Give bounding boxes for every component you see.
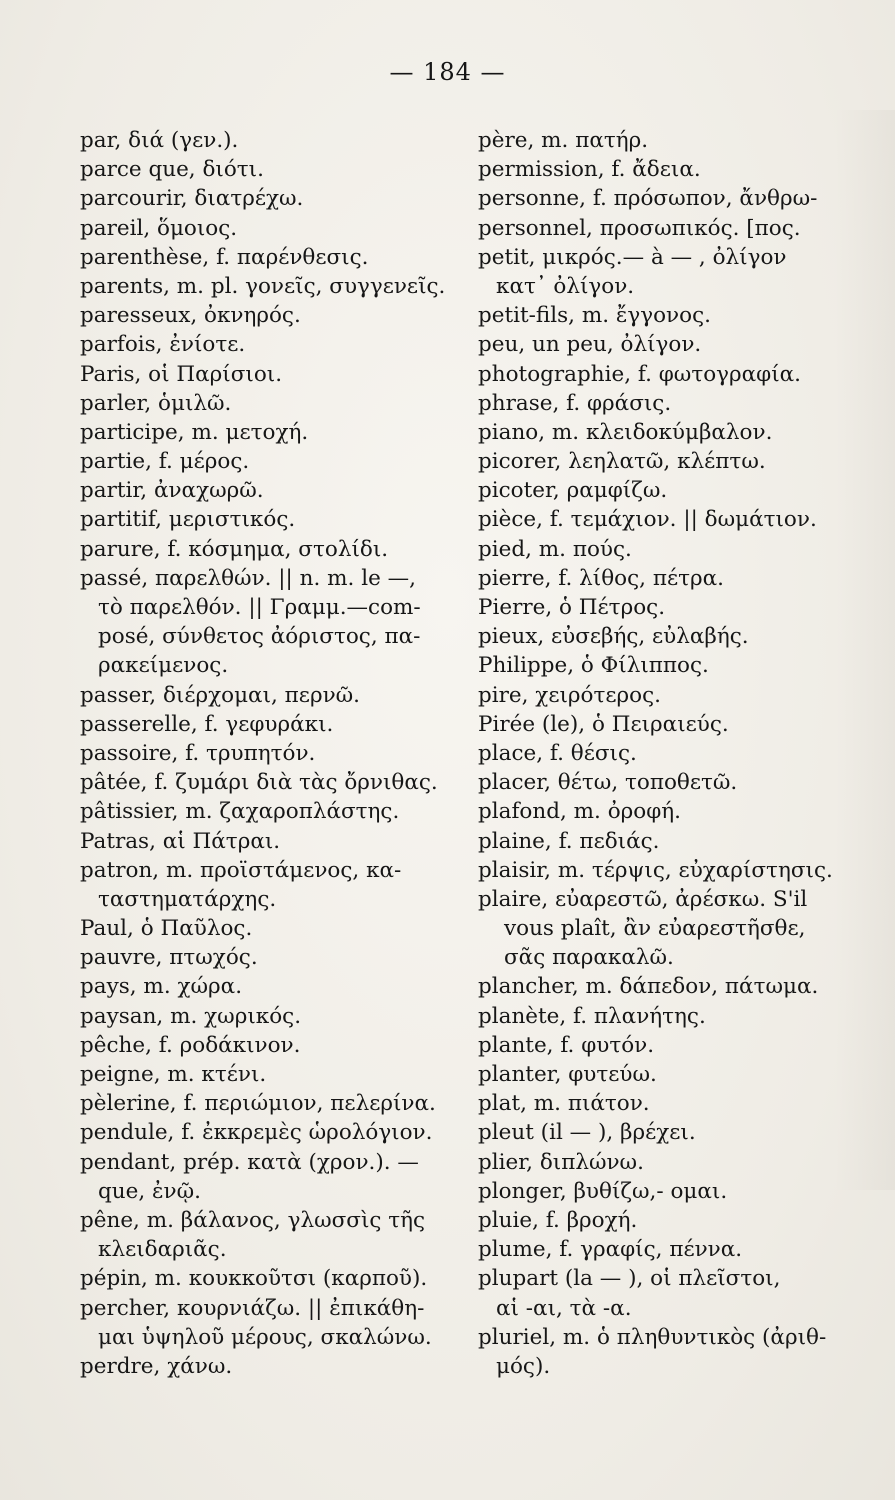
dictionary-entry-line: personne, f. πρόσωπον, ἄνθρω- <box>478 186 818 212</box>
dictionary-entry-line: pire, χειρότερος. <box>478 682 661 708</box>
entry-continuation-line: αἱ -αι, τὰ -α. <box>496 1295 632 1321</box>
dictionary-entry-line: partir, ἀναχωρῶ. <box>80 478 264 504</box>
dictionary-entry-line: parfois, ἐνίοτε. <box>80 332 246 358</box>
dictionary-entry-line: plat, m. πιάτον. <box>478 1091 650 1117</box>
dictionary-entry-line: pluie, f. βροχή. <box>478 1207 638 1233</box>
dictionary-entry-line: pèlerine, f. περιώμιον, πελερίνα. <box>80 1091 436 1117</box>
dictionary-entry-line: photographie, f. φωτογραφία. <box>478 361 802 387</box>
dictionary-entry-line: parents, m. pl. γονεῖς, συγγενεῖς. <box>80 273 446 299</box>
left-column <box>80 126 460 1381</box>
dictionary-entry-line: pied, m. πούς. <box>478 536 632 562</box>
dictionary-entry-line: Philippe, ὁ Φίλιππος. <box>478 653 709 679</box>
dictionary-entry-line: peu, un peu, ὀλίγον. <box>478 332 702 358</box>
dictionary-entry-line: plaisir, m. τέρψις, εὐχαρίστησις. <box>478 857 833 883</box>
dictionary-entry-line: peigne, m. κτένι. <box>80 1062 267 1087</box>
dictionary-entry-line: par, διά (γεν.). <box>80 128 239 153</box>
dictionary-entry-line: plonger, βυθίζω,- ομαι. <box>478 1178 728 1204</box>
dictionary-entry-line: perdre, χάνω. <box>80 1353 233 1379</box>
dictionary-entry-line: père, m. πατήρ. <box>478 128 649 153</box>
entry-continuation-line: ρακείμενος. <box>98 653 229 679</box>
dictionary-entry-line: Pirée (le), ὁ Πειραιεύς. <box>478 711 729 737</box>
dictionary-entry-line: pépin, m. κουκκοῦτσι (καρποῦ). <box>80 1266 428 1292</box>
dictionary-entry-line: partitif, μεριστικός. <box>80 507 296 533</box>
dictionary-entry-line: phrase, f. φράσις. <box>478 390 672 416</box>
dictionary-entry-line: Paul, ὁ Παῦλος. <box>80 916 253 942</box>
dictionary-entry-line: plancher, m. δάπεδον, πάτωμα. <box>478 974 819 1000</box>
entry-continuation-line: que, ἐνῷ. <box>98 1178 201 1204</box>
dictionary-entry-line: petit, μικρός.— à — , ὀλίγον <box>478 244 787 270</box>
dictionary-entry-line: Paris, οἱ Παρίσιοι. <box>80 361 283 387</box>
dictionary-entry-line: pluriel, m. ὁ πληθυντικὸς (ἀριθ- <box>478 1324 827 1350</box>
dictionary-entry-line: passer, διέρχομαι, περνῶ. <box>80 682 361 708</box>
dictionary-entry-line: Pierre, ὁ Πέτρος. <box>478 595 666 620</box>
dictionary-entry-line: paresseux, ὀκνηρός. <box>80 303 301 329</box>
dictionary-entry-line: paysan, m. χωρικός. <box>80 1003 302 1029</box>
dictionary-entry-line: pêne, m. βάλανος, γλωσσὶς τῆς <box>80 1207 426 1233</box>
dictionary-entry-line: petit-fils, m. ἔγγονος. <box>478 303 711 329</box>
page-number: — 184 — <box>389 58 506 86</box>
dictionary-entry-line: permission, f. ἄδεια. <box>478 157 701 183</box>
dictionary-entry-line: pâtée, f. ζυμάρι διὰ τὰς ὄρνιθας. <box>80 770 438 796</box>
dictionary-entry-line: parenthèse, f. παρένθεσις. <box>80 244 369 270</box>
dictionary-entry-line: parcourir, διατρέχω. <box>80 186 304 212</box>
dictionary-entry-line: passoire, f. τρυπητόν. <box>80 740 316 766</box>
dictionary-entry-line: planète, f. πλανήτης. <box>478 1003 706 1029</box>
dictionary-entry-line: pareil, ὅμοιος. <box>80 215 238 241</box>
dictionary-entry-line: plupart (la — ), οἱ πλεῖστοι, <box>478 1266 781 1292</box>
dictionary-entry-line: personnel, προσωπικός. [πος. <box>478 215 801 241</box>
dictionary-entry-line: plaire, εὐαρεστῶ, ἀρέσκω. S'il <box>478 886 808 912</box>
dictionary-entry-line: pendule, f. ἐκκρεμὲς ὡρολόγιον. <box>80 1120 433 1146</box>
dictionary-entry-line: pieux, εὐσεβής, εὐλαβής. <box>478 624 749 650</box>
dictionary-entry-line: plaine, f. πεδιάς. <box>478 828 660 854</box>
dictionary-entry-line: plume, f. γραφίς, πέννα. <box>478 1237 743 1263</box>
entry-continuation-line: κατ᾽ ὀλίγον. <box>496 273 635 299</box>
entry-continuation-line: posé, σύνθετος ἀόριστος, πα- <box>98 624 421 650</box>
dictionary-entry-line: picoter, ραμφίζω. <box>478 478 668 504</box>
entry-continuation-line: μός). <box>496 1353 551 1379</box>
dictionary-entry-line: parler, ὁμιλῶ. <box>80 390 232 416</box>
dictionary-entry-line: pâtissier, m. ζαχαροπλάστης. <box>80 799 400 825</box>
entry-continuation-line: κλειδαριᾶς. <box>98 1237 227 1263</box>
dictionary-entry-line: piano, m. κλειδοκύμβαλον. <box>478 419 773 445</box>
dictionary-entry-line: passerelle, f. γεφυράκι. <box>80 711 334 737</box>
dictionary-entry-line: pauvre, πτωχός. <box>80 945 258 971</box>
entry-continuation-line: vous plaît, ἂν εὐαρεστῆσθε, <box>504 916 806 942</box>
entry-continuation-line: σᾶς παρακαλῶ. <box>504 945 674 971</box>
dictionary-entry-line: passé, παρελθών. || n. m. le —, <box>80 565 416 591</box>
entry-continuation-line: τὸ παρελθόν. || Γραμμ.—com- <box>98 595 421 620</box>
dictionary-entry-line: pleut (il — ), βρέχει. <box>478 1120 696 1146</box>
dictionary-entry-line: parure, f. κόσμημα, στολίδι. <box>80 536 389 562</box>
dictionary-entry-line: patron, m. προϊστάμενος, κα- <box>80 857 402 883</box>
dictionary-entry-line: planter, φυτεύω. <box>478 1062 657 1087</box>
dictionary-entry-line: place, f. θέσις. <box>478 740 637 766</box>
dictionary-entry-line: plante, f. φυτόν. <box>478 1032 655 1058</box>
dictionary-entry-line: parce que, διότι. <box>80 157 264 183</box>
dictionary-entry-line: percher, κουρνιάζω. || ἐπικάθη- <box>80 1295 425 1321</box>
dictionary-entry-line: participe, m. μετοχή. <box>80 419 309 445</box>
right-column <box>478 126 878 1381</box>
dictionary-entry-line: pays, m. χώρα. <box>80 974 243 1000</box>
dictionary-entry-line: placer, θέτω, τοποθετῶ. <box>478 770 738 796</box>
dictionary-entry-line: picorer, λεηλατῶ, κλέπτω. <box>478 449 766 475</box>
entry-continuation-line: μαι ὑψηλοῦ μέρους, σκαλώνω. <box>98 1324 432 1350</box>
dictionary-entry-line: plier, διπλώνω. <box>478 1149 644 1175</box>
dictionary-entry-line: pierre, f. λίθος, πέτρα. <box>478 565 724 591</box>
dictionary-entry-line: pêche, f. ροδάκινον. <box>80 1032 301 1058</box>
dictionary-entry-line: pièce, f. τεμάχιον. || δωμάτιον. <box>478 507 817 533</box>
entry-continuation-line: ταστηματάρχης. <box>98 886 277 912</box>
dictionary-entry-line: partie, f. μέρος. <box>80 449 250 475</box>
dictionary-entry-line: plafond, m. ὀροφή. <box>478 799 681 825</box>
dictionary-entry-line: Patras, αἱ Πάτραι. <box>80 828 281 854</box>
dictionary-entry-line: pendant, prép. κατὰ (χρον.). — <box>80 1149 419 1175</box>
